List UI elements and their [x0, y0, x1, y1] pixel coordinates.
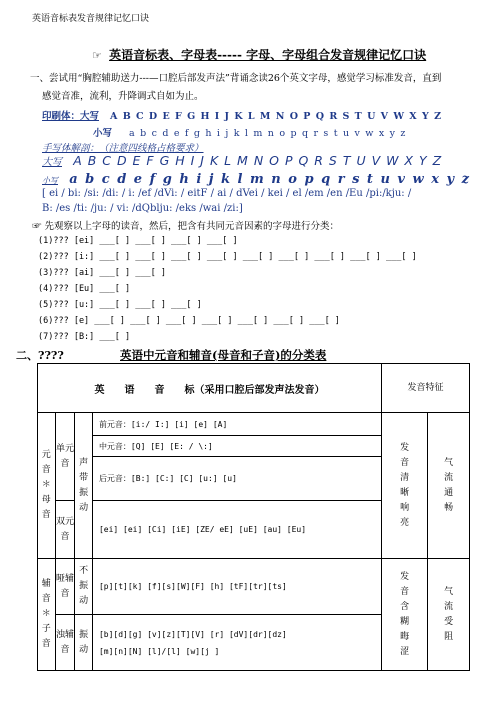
central-vowels: 中元音：[Q] [E] [E: / \:] [92, 436, 381, 457]
no-vibration-label: 不振动 [75, 559, 93, 615]
instruction-line-1: 一、尝试用“胸腔辅助送力---—口腔后部发声法”背诵念读26个英文字母，感觉学习标准发音，直到 [30, 73, 442, 84]
consonant-label: 辅音＊子音 [38, 559, 56, 671]
section-2-label: 二、???? [16, 349, 64, 362]
print-lower-letters: a b c d e f g h i j k l m n o p q r s t u v w x y z [129, 128, 407, 139]
voiced-consonants-row-2: [m][n][N] [l]/[l] [w][j ] [98, 646, 220, 656]
group-row-3: (3)​??? [ai] ___[ ] ___[ ] [38, 268, 166, 278]
back-vowels: 后元音：[B:] [C:] [C] [u:] [u] [92, 457, 381, 501]
voiced-consonants [92, 615, 381, 671]
voiced-label: 浊辅音 [55, 615, 75, 671]
instruction-line-2: 感觉音准，流利，升降调式自如为止。 [42, 91, 204, 102]
group-row-7: (7)​??? [B:] ___[ ] [38, 332, 131, 342]
group-row-5: (5)​??? [u:] ___[ ] ___[ ] ___[ ] [38, 300, 202, 310]
consonant-feature: 发音含糊晦涩 [382, 559, 428, 671]
consonant-airflow: 气流受阻 [428, 559, 470, 671]
section-2-title: 英语中元音和辅音(母音和子音)的分类表 [120, 348, 327, 362]
hand-upper-letters: A B C D E F G H I J K L M N O P Q R S T U V W X Y Z [73, 153, 443, 168]
hand-upper-label: 大写 [42, 157, 62, 168]
task-line [32, 219, 339, 234]
print-upper-letters: A B C D E F G H I J K L M N O P Q R S T U V W X Y Z [110, 111, 443, 122]
phonetics-line-2: B: /es /ti: /ju: / vi: /dQblju: /eks /wai /zi:] [42, 203, 243, 214]
vocal-vibration-label: 声带振动 [75, 413, 93, 559]
front-vowels: 前元音：[i:/ I:] [i] [e] [A] [92, 413, 381, 436]
group-row-4: (4)​??? [Eu] ___[ ] [38, 284, 131, 294]
print-upper-row [42, 109, 442, 124]
hand-lower-row [42, 172, 470, 187]
title-text: 英语音标表、字母表----- 字母、字母组合发音规律记忆口诀 [109, 48, 427, 62]
group-row-1: (1)​??? [ei] ___[ ] ___[ ] ___[ ] ___[ ] [38, 236, 238, 246]
hand-lower-label: 小写 [42, 176, 58, 185]
vowel-airflow: 气流通畅 [428, 413, 470, 559]
vowel-feature: 发音清晰响亮 [382, 413, 428, 559]
feature-header: 发音特征 [382, 364, 470, 413]
group-row-2: (2)​??? [i:] ___[ ] ___[ ] ___[ ] ___[ ] ___[ ] ___[ ] ___[ ] ___[ ] ___[ ] [38, 252, 417, 262]
hand-upper-row [42, 153, 442, 168]
vibration-label: 振动 [75, 615, 93, 671]
document-title [92, 46, 426, 63]
print-upper-label: 印刷体：大写 [42, 111, 100, 122]
table-main-header: 英 语 音 标（采用口腔后部发声法发音） [38, 364, 382, 413]
double-vowel-label: 双元音 [55, 501, 75, 559]
single-vowel-label: 单元音 [55, 413, 75, 501]
pointing-hand-icon: ☞ [32, 221, 42, 232]
print-lower-label: 小写 [93, 128, 113, 139]
vowel-label: 元音＊母音 [38, 413, 56, 559]
phonetic-classification-table [37, 363, 470, 671]
hand-lower-letters: a b c d e f g h i j k l m n o p q r s t u v w x y z [69, 172, 471, 187]
voiceless-label: 哑辅音 [55, 559, 75, 615]
pointing-hand-icon: ☞ [92, 49, 102, 62]
task-text: 先观察以上字母的读音，然后，把含有共同元音因素的字母进行分类： [44, 221, 340, 232]
voiceless-consonants: [p][t][k] [f][s][W][F] [h] [tF][tr][ts] [92, 559, 381, 615]
diphthongs: [ei] [ei] [Ci] [iE] [ZE/ eE] [uE] [au] [Eu] [92, 501, 381, 559]
handwriting-label-text: 手写体解剖：（注意四线格占格要求） [42, 143, 204, 154]
voiced-consonants-row-1: [b][d][g] [v][z][T][V] [r] [dV][dr][dz] [98, 629, 287, 639]
group-row-6: (6)​??? [e] ___[ ] ___[ ] ___[ ] ___[ ] ___[ ] ___[ ] ___[ ] [38, 316, 340, 326]
phonetics-line-1: [ ei / bi: /si: /di: / i: /ef /dVi: / eitF / ai / dVei / kei / el /em /en /Eu /pi:/kju: / [42, 188, 412, 199]
page-header: 英语音标表发音规律记忆口诀 [32, 14, 150, 24]
print-lower-row [93, 126, 407, 141]
